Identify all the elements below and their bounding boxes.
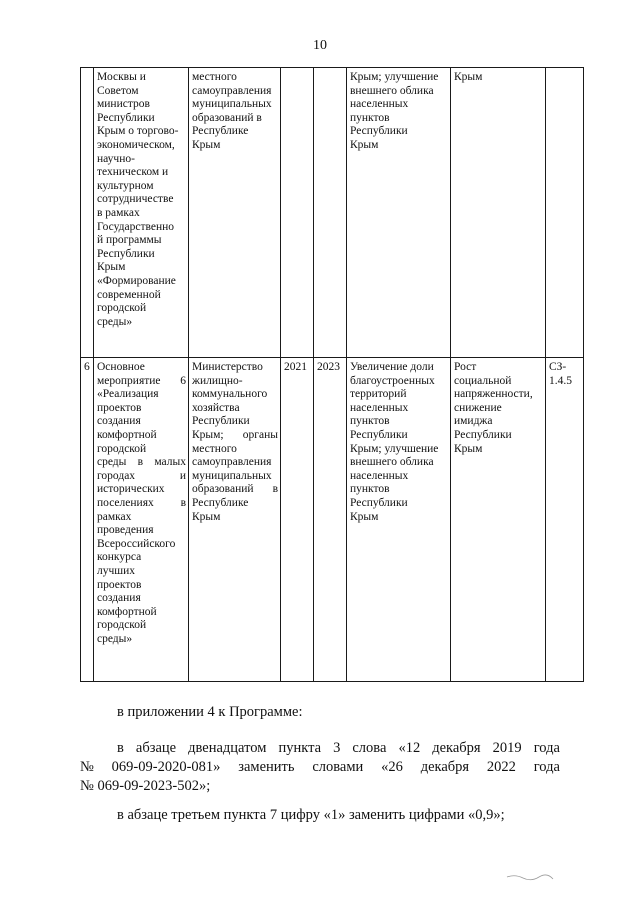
cell-line: местного [192,442,237,455]
cell-line: проектов [97,578,142,591]
cell-line: Москвы и [97,71,146,83]
cell-line: населенных [350,469,409,482]
cell-line: Крым [454,442,483,455]
cell-line: внешнего облика [350,456,434,469]
cell-line: конкурса [97,551,142,564]
cell-line: городской [97,619,147,632]
cell-line: Основное [97,361,145,373]
cell-measure-name [94,358,189,682]
cell-line: рамках [97,510,132,523]
cell-line: создания [97,592,141,605]
cell-line: самоуправления [192,456,272,469]
cell-line: Республики [97,111,155,124]
cell-line: проведения [97,524,154,537]
cell-executor [189,358,281,682]
cell-line: городах и [97,469,186,482]
cell-line: «Реализация [97,388,159,401]
cell-line: техническом и [97,166,169,179]
cell-line: Крым [454,71,483,83]
cell-line: Министерство [192,361,263,373]
cell-line: 1.4.5 [549,374,572,387]
cell-line: образований в [192,483,278,496]
cell-line: пунктов [350,483,390,496]
cell-line: исторических [97,483,165,496]
cell-line: й программы [97,234,162,247]
paragraph-line: № 069-09-2023-502»; [80,778,211,794]
cell-line: Крым; улучшение [350,442,439,455]
cell-line: благоустроенных [350,374,435,387]
cell-line: Республики [350,496,408,509]
cell-line: коммунального [192,388,268,401]
cell-expected-result [347,68,451,358]
cell-line: Республики [350,125,408,138]
cell-line: социальной [454,374,512,387]
cell-line: научно- [97,152,135,165]
cell-line: самоуправления [192,84,272,97]
cell-line: лучших [97,564,136,577]
cell-index: 6 [81,358,94,682]
cell-line: городской [97,442,147,455]
cell-line: Крым [192,138,221,151]
table-row [81,68,584,358]
cell-line: Республики [192,415,250,428]
cell-line: Государственно [97,220,175,233]
cell-line: сотрудничестве [97,193,174,206]
cell-line: жилищно- [192,374,243,387]
cell-consequences [451,358,546,682]
cell-year-end: 2023 [314,358,347,682]
cell-line: населенных [350,401,409,414]
cell-consequences [451,68,546,358]
cell-line: Крым [192,510,221,523]
cell-line: Крым [97,261,126,274]
cell-line: Республики [350,428,408,441]
cell-line: имиджа [454,415,493,428]
cell-line: городской [97,302,147,315]
cell-line: комфортной [97,428,157,441]
cell-indicator-code [546,358,584,682]
paragraph-text: в приложении 4 к Программе: [117,704,303,720]
cell-line: территорий [350,388,407,401]
cell-line: напряженности, [454,388,533,401]
cell-line: министров [97,98,150,111]
cell-line: населенных [350,98,409,111]
cell-line: Республики [454,428,512,441]
cell-line: Крым; улучшение [350,71,439,83]
program-measures-table [80,67,584,682]
cell-line: среды в малых [97,456,186,469]
cell-line: Республике [192,125,249,138]
cell-line: «Формирование [97,274,176,287]
cell-line: проектов [97,401,142,414]
cell-line: Советом [97,84,139,97]
paragraph-text: в абзаце третьем пункта 7 цифру «1» заменить цифрами «0,9»; [117,807,505,823]
cell-line: местного [192,71,237,83]
cell-line: Республики [97,247,155,260]
table-row [81,358,584,682]
paragraph-item-7-amendment [117,806,557,825]
cell-line: культурном [97,179,154,192]
cell-year-start: 2021 [281,358,314,682]
cell-line: Увеличение доли [350,361,434,373]
cell-line: Республике [192,496,249,509]
cell-line: СЗ- [549,361,567,373]
cell-year-end [314,68,347,358]
cell-line: среды» [97,632,133,645]
cell-line: пунктов [350,415,390,428]
cell-line: среды» [97,315,133,328]
cell-measure-name [94,68,189,358]
cell-line: создания [97,415,141,428]
cell-line: Крым [350,138,379,151]
cell-line: хозяйства [192,401,240,414]
cell-line: внешнего облика [350,84,434,97]
cell-line: комфортной [97,605,157,618]
cell-line: мероприятие 6 [97,374,186,387]
cell-line: Крым; органы [192,428,278,441]
paragraph-appendix-4 [117,703,557,722]
cell-line: современной [97,288,161,301]
cell-line: муниципальных [192,469,272,482]
cell-line: снижение [454,401,502,414]
cell-line: поселениях в [97,496,186,509]
page-number: 10 [313,38,327,53]
cell-line: в рамках [97,206,140,219]
cell-year-start [281,68,314,358]
cell-indicator-code [546,68,584,358]
pen-mark [505,872,555,882]
paragraph-item-3-amendment [80,739,560,796]
cell-line: Всероссийского [97,537,176,550]
cell-line: образований в [192,111,262,124]
cell-line: муниципальных [192,98,272,111]
paragraph-line: в абзаце двенадцатом пункта 3 слова «12 декабря 2019 года [117,740,560,756]
paragraph-line: № 069-09-2020-081» заменить словами «26 декабря 2022 года [80,759,560,775]
cell-line: Крым [350,510,379,523]
cell-expected-result [347,358,451,682]
cell-line: экономическом, [97,138,175,151]
cell-line: Рост [454,361,477,373]
cell-executor [189,68,281,358]
cell-line: пунктов [350,111,390,124]
cell-index [81,68,94,358]
cell-line: Крым о торгово- [97,125,179,138]
